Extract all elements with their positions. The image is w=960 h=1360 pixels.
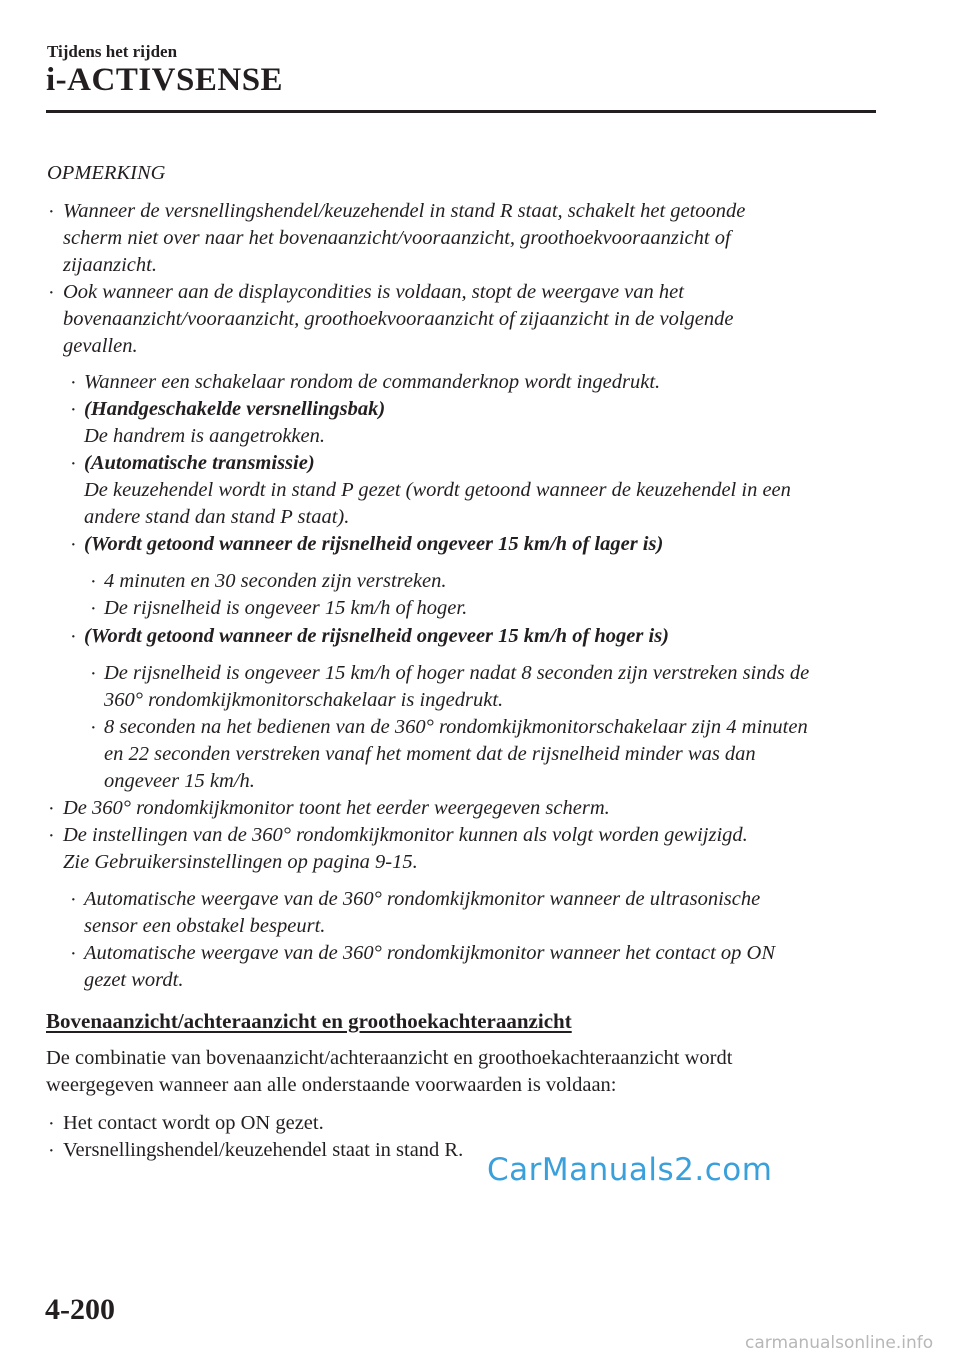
note-bullet-2-line-1: Ook wanneer aan de displaycondities is voldaan, stopt de weergave van het bbox=[63, 281, 684, 303]
note-sub-1: Wanneer een schakelaar rondom de commanderknop wordt ingedrukt. bbox=[84, 371, 661, 393]
note-sub-4-item-1: 4 minuten en 30 seconden zijn verstreken. bbox=[104, 570, 447, 592]
note-sub-4-item-2: De rijsnelheid is ongeveer 15 km/h of hoger. bbox=[104, 597, 468, 619]
note-sub-2-title: (Handgeschakelde versnellingsbak) bbox=[84, 398, 386, 420]
page-title: i-ACTIVSENSE bbox=[46, 62, 284, 98]
section-intro-line-2: weergegeven wanneer aan alle onderstaande voorwaarden is voldaan: bbox=[46, 1074, 617, 1096]
header-divider bbox=[46, 110, 876, 113]
note-bullet-4-sub-2-line-1: Automatische weergave van de 360° rondomkijkmonitor wanneer het contact op ON bbox=[84, 942, 776, 964]
condition-item: Versnellingshendel/keuzehendel staat in stand R. bbox=[63, 1139, 464, 1161]
note-bullet-1-line-3: zijaanzicht. bbox=[63, 254, 157, 276]
bullet-icon: · bbox=[90, 717, 97, 739]
bullet-icon: · bbox=[70, 453, 77, 475]
bullet-icon: · bbox=[48, 798, 55, 820]
bullet-icon: · bbox=[48, 282, 55, 304]
bullet-icon: · bbox=[90, 598, 97, 620]
note-sub-4-title: (Wordt getoond wanneer de rijsnelheid ongeveer 15 km/h of lager is) bbox=[84, 533, 664, 555]
bullet-icon: · bbox=[48, 201, 55, 223]
bullet-icon: · bbox=[70, 534, 77, 556]
bullet-icon: · bbox=[48, 1140, 55, 1162]
note-sub-5-title: (Wordt getoond wanneer de rijsnelheid ongeveer 15 km/h of hoger is) bbox=[84, 625, 670, 647]
note-bullet-4-sub-1-line-2: sensor een obstakel bespeurt. bbox=[84, 915, 326, 937]
note-sub-3-line-2: andere stand dan stand P staat). bbox=[84, 506, 350, 528]
section-heading: Bovenaanzicht/achteraanzicht en groothoekachteraanzicht bbox=[46, 1009, 572, 1033]
note-sub-5-item-2-line-1: 8 seconden na het bedienen van de 360° rondomkijkmonitorschakelaar zijn 4 minuten bbox=[104, 716, 808, 738]
note-bullet-1-line-1: Wanneer de versnellingshendel/keuzehendel in stand R staat, schakelt het getoonde bbox=[63, 200, 746, 222]
note-sub-5-item-1-line-2: 360° rondomkijkmonitorschakelaar is ingedrukt. bbox=[104, 689, 504, 711]
bullet-icon: · bbox=[70, 889, 77, 911]
bullet-icon: · bbox=[48, 825, 55, 847]
note-bullet-2-line-3: gevallen. bbox=[63, 335, 138, 357]
watermark-logo: CarManuals2.com bbox=[487, 1152, 773, 1188]
bullet-icon: · bbox=[70, 372, 77, 394]
bullet-icon: · bbox=[48, 1113, 55, 1135]
note-bullet-3: De 360° rondomkijkmonitor toont het eerder weergegeven scherm. bbox=[63, 797, 610, 819]
bullet-icon: · bbox=[90, 663, 97, 685]
note-sub-2-text: De handrem is aangetrokken. bbox=[84, 425, 326, 447]
bullet-icon: · bbox=[70, 626, 77, 648]
note-sub-5-item-2-line-3: ongeveer 15 km/h. bbox=[104, 770, 255, 792]
note-sub-3-title: (Automatische transmissie) bbox=[84, 452, 315, 474]
condition-item: Het contact wordt op ON gezet. bbox=[63, 1112, 324, 1134]
note-bullet-1-line-2: scherm niet over naar het bovenaanzicht/vooraanzicht, groothoekvooraanzicht of bbox=[63, 227, 731, 249]
note-bullet-4-sub-2-line-2: gezet wordt. bbox=[84, 969, 184, 991]
section-intro-line-1: De combinatie van bovenaanzicht/achteraanzicht en groothoekachteraanzicht wordt bbox=[46, 1047, 733, 1069]
running-header: Tijdens het rijden bbox=[47, 42, 178, 61]
bullet-icon: · bbox=[90, 571, 97, 593]
note-bullet-4-line-1: De instellingen van de 360° rondomkijkmonitor kunnen als volgt worden gewijzigd. bbox=[63, 824, 748, 846]
note-sub-5-item-1-line-1: De rijsnelheid is ongeveer 15 km/h of hoger nadat 8 seconden zijn verstreken sinds de bbox=[104, 662, 810, 684]
page-number: 4-200 bbox=[45, 1293, 115, 1326]
note-heading: OPMERKING bbox=[47, 162, 166, 184]
note-bullet-4-line-2: Zie Gebruikersinstellingen op pagina 9-15. bbox=[63, 851, 418, 873]
note-sub-5-item-2-line-2: en 22 seconden verstreken vanaf het moment dat de rijsnelheid minder was dan bbox=[104, 743, 756, 765]
note-sub-3-line-1: De keuzehendel wordt in stand P gezet (wordt getoond wanneer de keuzehendel in een bbox=[84, 479, 791, 501]
bullet-icon: · bbox=[70, 399, 77, 421]
watermark-footer: carmanualsonline.info bbox=[745, 1333, 934, 1353]
note-bullet-4-sub-1-line-1: Automatische weergave van de 360° rondomkijkmonitor wanneer de ultrasonische bbox=[84, 888, 761, 910]
note-bullet-2-line-2: bovenaanzicht/vooraanzicht, groothoekvooraanzicht of zijaanzicht in de volgende bbox=[63, 308, 734, 330]
bullet-icon: · bbox=[70, 943, 77, 965]
